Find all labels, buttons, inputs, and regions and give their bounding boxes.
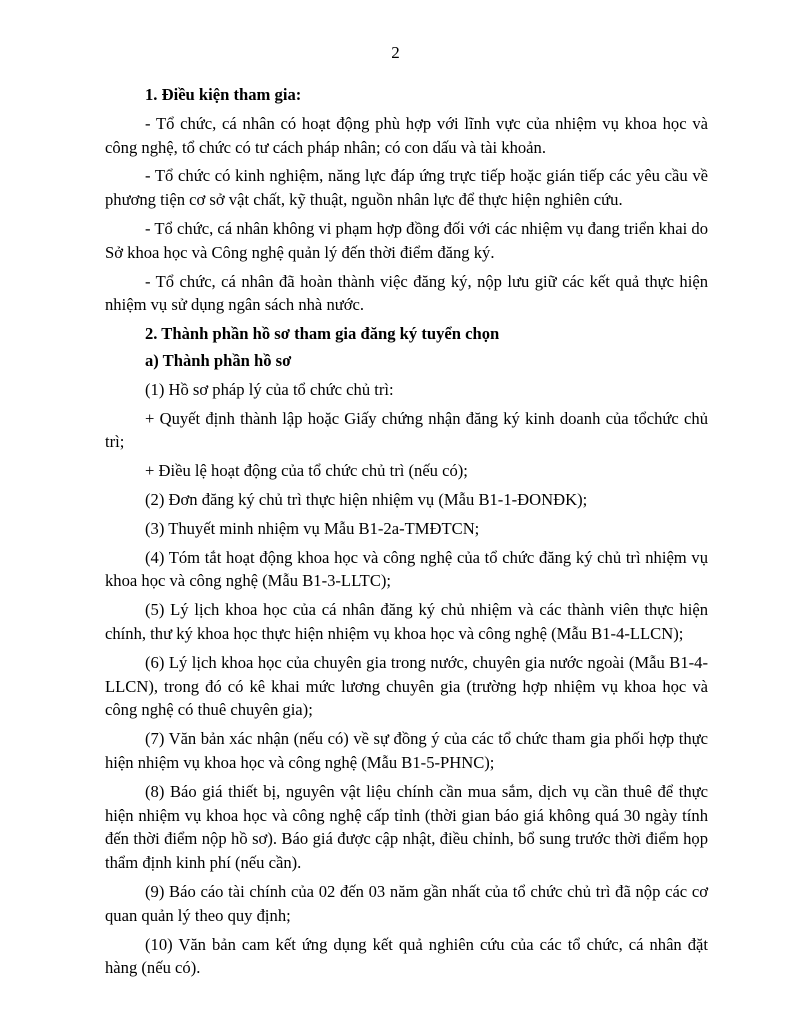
list-item-4: (4) Tóm tắt hoạt động khoa học và công nghệ của tổ chức đăng ký chủ trì nhiệm vụ khoa học và công nghệ (Mẫu B1-3-LLTC); — [105, 547, 708, 591]
subheading-dossier-a: a) Thành phần hồ sơ — [145, 350, 292, 370]
paragraph-condition-4: - Tổ chức, cá nhân đã hoàn thành việc đăng ký, nộp lưu giữ các kết quả thực hiện nhiệm vụ sử dụng ngân sách nhà nước. — [105, 271, 708, 315]
list-item-6: (6) Lý lịch khoa học của chuyên gia trong nước, chuyên gia nước ngoài (Mẫu B1-4-LLCN), trong đó có kê khai mức lương chuyên gia (trường hợp nhiệm vụ khoa học và công nghệ có thuê chuyên gia); — [105, 652, 708, 720]
list-item-9: (9) Báo cáo tài chính của 02 đến 03 năm gần nhất của tổ chức chủ trì đã nộp các cơ quan quản lý theo quy định; — [105, 881, 708, 925]
list-item-7: (7) Văn bản xác nhận (nếu có) về sự đồng ý của các tổ chức tham gia phối hợp thực hiện nhiệm vụ khoa học và công nghệ (Mẫu B1-5-PHNC); — [105, 729, 708, 772]
document-body — [105, 83, 708, 985]
list-item-10: (10) Văn bản cam kết ứng dụng kết quả nghiên cứu của các tổ chức, cá nhân đặt hàng (nếu có). — [105, 934, 708, 978]
list-item-1b: + Điều lệ hoạt động của tổ chức chủ trì (nếu có); — [145, 461, 468, 481]
list-item-1: (1) Hồ sơ pháp lý của tổ chức chủ trì: — [145, 379, 394, 399]
list-item-3: (3) Thuyết minh nhiệm vụ Mẫu B1-2a-TMĐTCN; — [145, 518, 480, 538]
paragraph-condition-1: - Tổ chức, cá nhân có hoạt động phù hợp với lĩnh vực của nhiệm vụ khoa học và công nghệ, tổ chức có tư cách pháp nhân; có con dấu và tài khoản. — [105, 113, 708, 157]
list-item-8: (8) Báo giá thiết bị, nguyên vật liệu chính cần mua sắm, dịch vụ cần thuê để thực hiện nhiệm vụ khoa học và công nghệ cấp tỉnh (thời gian báo giá không quá 30 ngày tính đến thời điểm nộp hồ sơ). Báo giá được cập nhật, điều chỉnh, bổ sung trước thời điểm họp thẩm định kinh phí (nếu cần). — [105, 781, 708, 873]
paragraph-condition-3: - Tổ chức, cá nhân không vi phạm hợp đồng đối với các nhiệm vụ đang triển khai do Sở khoa học và Công nghệ quản lý đến thời điểm đăng ký. — [105, 218, 708, 262]
page-number: 2 — [391, 43, 400, 62]
heading-dossier-components: 2. Thành phần hồ sơ tham gia đăng ký tuyển chọn — [145, 324, 500, 344]
list-item-2: (2) Đơn đăng ký chủ trì thực hiện nhiệm vụ (Mẫu B1-1-ĐONĐK); — [145, 489, 588, 509]
list-item-1a: + Quyết định thành lập hoặc Giấy chứng nhận đăng ký kinh doanh của tổchức chủ trì; — [105, 408, 708, 452]
paragraph-condition-2: - Tổ chức có kinh nghiệm, năng lực đáp ứng trực tiếp hoặc gián tiếp các yêu cầu về phương tiện cơ sở vật chất, kỹ thuật, nguồn nhân lực để thực hiện nghiên cứu. — [105, 166, 708, 210]
list-item-5: (5) Lý lịch khoa học của cá nhân đăng ký chủ nhiệm và các thành viên thực hiện chính, thư ký khoa học thực hiện nhiệm vụ khoa học và công nghệ (Mẫu B1-4-LLCN); — [105, 600, 708, 643]
heading-participation-conditions: 1. Điều kiện tham gia: — [145, 85, 302, 104]
